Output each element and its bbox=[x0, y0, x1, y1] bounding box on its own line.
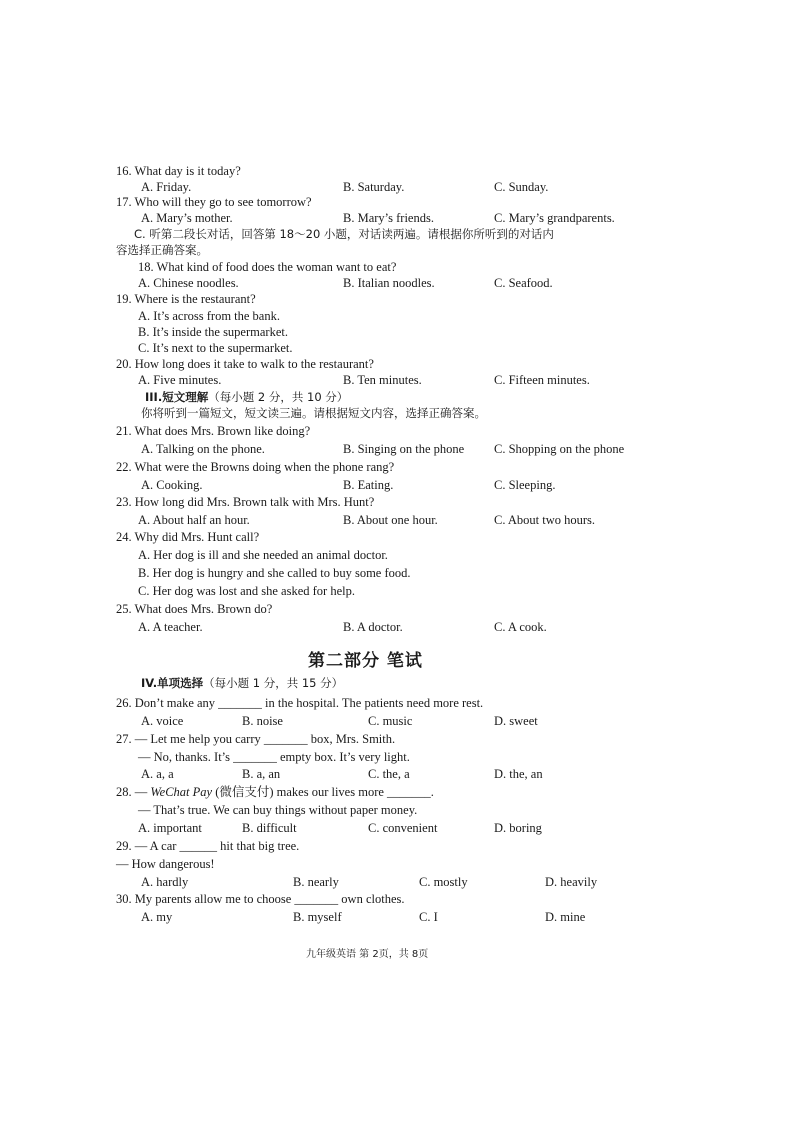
q26-option-b[interactable]: B. noise bbox=[242, 714, 283, 728]
q24-option-a[interactable]: A. Her dog is ill and she needed an animal doctor. bbox=[138, 548, 388, 562]
q18-option-b[interactable]: B. Italian noodles. bbox=[343, 276, 435, 290]
q29-line2: — How dangerous! bbox=[116, 857, 215, 871]
q21-option-c[interactable]: C. Shopping on the phone bbox=[494, 442, 625, 456]
section-3-instruction: 你将听到一篇短文，短文读三遍。请根据短文内容，选择正确答案。 bbox=[141, 406, 486, 420]
q21-stem: 21. What does Mrs. Brown like doing? bbox=[116, 424, 311, 438]
q20-option-a[interactable]: A. Five minutes. bbox=[138, 373, 222, 387]
q27-option-d[interactable]: D. the, an bbox=[494, 767, 543, 781]
q21-option-a[interactable]: A. Talking on the phone. bbox=[141, 442, 265, 456]
q27-option-c[interactable]: C. the, a bbox=[368, 767, 410, 781]
section-4-title: IV.单项选择 bbox=[141, 676, 204, 690]
q29-option-d[interactable]: D. heavily bbox=[545, 875, 598, 889]
section-3-title: III.短文理解 bbox=[145, 390, 209, 404]
q16-stem: 16. What day is it today? bbox=[116, 164, 241, 178]
q26-option-d[interactable]: D. sweet bbox=[494, 714, 538, 728]
q30-stem: 30. My parents allow me to choose _______ own clothes. bbox=[116, 892, 405, 906]
q17-option-b[interactable]: B. Mary’s friends. bbox=[343, 211, 434, 225]
q22-option-b[interactable]: B. Eating. bbox=[343, 478, 394, 492]
q29-line1: 29. — A car ______ hit that big tree. bbox=[116, 839, 300, 853]
q30-option-b[interactable]: B. myself bbox=[293, 910, 342, 924]
q23-option-a[interactable]: A. About half an hour. bbox=[138, 513, 250, 527]
q16-option-c[interactable]: C. Sunday. bbox=[494, 180, 549, 194]
q27-option-b[interactable]: B. a, an bbox=[242, 767, 281, 781]
q29-option-c[interactable]: C. mostly bbox=[419, 875, 468, 889]
part-2-title: 第二部分 笔试 bbox=[308, 651, 423, 671]
q28-line2: — That’s true. We can buy things without paper money. bbox=[138, 803, 418, 817]
q28-option-a[interactable]: A. important bbox=[138, 821, 202, 835]
q27-line2: — No, thanks. It’s _______ empty box. It’s very light. bbox=[138, 750, 410, 764]
q25-option-c[interactable]: C. A cook. bbox=[494, 620, 547, 634]
q23-option-c[interactable]: C. About two hours. bbox=[494, 513, 596, 527]
q27-option-a[interactable]: A. a, a bbox=[141, 767, 174, 781]
q30-option-d[interactable]: D. mine bbox=[545, 910, 586, 924]
q17-option-c[interactable]: C. Mary’s grandparents. bbox=[494, 211, 615, 225]
q19-option-b[interactable]: B. It’s inside the supermarket. bbox=[138, 325, 288, 339]
q29-option-b[interactable]: B. nearly bbox=[293, 875, 339, 889]
q16-option-a[interactable]: A. Friday. bbox=[141, 180, 192, 194]
section-4-heading bbox=[141, 676, 343, 691]
q25-option-a[interactable]: A. A teacher. bbox=[138, 620, 203, 634]
section-3-heading bbox=[145, 390, 348, 405]
part-c-instruction-line2: 容选择正确答案。 bbox=[116, 243, 208, 257]
q16-option-b[interactable]: B. Saturday. bbox=[343, 180, 405, 194]
q26-stem: 26. Don’t make any _______ in the hospital. The patients need more rest. bbox=[116, 696, 484, 710]
section-4-score-note: （每小题 1 分，共 15 分） bbox=[203, 676, 344, 690]
q29-option-a[interactable]: A. hardly bbox=[141, 875, 189, 889]
q20-option-c[interactable]: C. Fifteen minutes. bbox=[494, 373, 590, 387]
q17-option-a[interactable]: A. Mary’s mother. bbox=[141, 211, 233, 225]
q28-option-c[interactable]: C. convenient bbox=[368, 821, 438, 835]
q25-stem: 25. What does Mrs. Brown do? bbox=[116, 602, 273, 616]
q18-option-a[interactable]: A. Chinese noodles. bbox=[138, 276, 239, 290]
q26-option-a[interactable]: A. voice bbox=[141, 714, 184, 728]
q24-stem: 24. Why did Mrs. Hunt call? bbox=[116, 530, 260, 544]
q28-app-name: WeChat Pay bbox=[150, 785, 213, 799]
q30-option-a[interactable]: A. my bbox=[141, 910, 173, 924]
q21-option-b[interactable]: B. Singing on the phone bbox=[343, 442, 465, 456]
q26-option-c[interactable]: C. music bbox=[368, 714, 413, 728]
section-3-score-note: （每小题 2 分，共 10 分） bbox=[208, 390, 349, 404]
q27-line1: 27. — Let me help you carry _______ box, Mrs. Smith. bbox=[116, 732, 396, 746]
q18-stem: 18. What kind of food does the woman want to eat? bbox=[138, 260, 397, 274]
q19-option-a[interactable]: A. It’s across from the bank. bbox=[138, 309, 280, 323]
q18-option-c[interactable]: C. Seafood. bbox=[494, 276, 553, 290]
q25-option-b[interactable]: B. A doctor. bbox=[343, 620, 403, 634]
q24-option-c[interactable]: C. Her dog was lost and she asked for help. bbox=[138, 584, 355, 598]
q19-stem: 19. Where is the restaurant? bbox=[116, 292, 256, 306]
q19-option-c[interactable]: C. It’s next to the supermarket. bbox=[138, 341, 293, 355]
q23-option-b[interactable]: B. About one hour. bbox=[343, 513, 438, 527]
q28-suffix: (微信支付) makes our lives more _______. bbox=[212, 785, 434, 799]
q20-option-b[interactable]: B. Ten minutes. bbox=[343, 373, 422, 387]
q28-prefix: 28. — bbox=[116, 785, 151, 799]
q22-option-a[interactable]: A. Cooking. bbox=[141, 478, 203, 492]
q28-option-b[interactable]: B. difficult bbox=[242, 821, 297, 835]
q20-stem: 20. How long does it take to walk to the restaurant? bbox=[116, 357, 374, 371]
q23-stem: 23. How long did Mrs. Brown talk with Mrs. Hunt? bbox=[116, 495, 375, 509]
page-footer: 九年级英语 第 2页，共 8页 bbox=[306, 949, 429, 960]
q28-option-d[interactable]: D. boring bbox=[494, 821, 542, 835]
q17-stem: 17. Who will they go to see tomorrow? bbox=[116, 195, 312, 209]
q22-option-c[interactable]: C. Sleeping. bbox=[494, 478, 556, 492]
q28-line1 bbox=[116, 785, 434, 800]
q24-option-b[interactable]: B. Her dog is hungry and she called to buy some food. bbox=[138, 566, 411, 580]
part-c-instruction-line1: C. 听第二段长对话，回答第 18～20 小题，对话读两遍。请根据你所听到的对话内 bbox=[134, 227, 554, 241]
q30-option-c[interactable]: C. I bbox=[419, 910, 438, 924]
q22-stem: 22. What were the Browns doing when the phone rang? bbox=[116, 460, 395, 474]
